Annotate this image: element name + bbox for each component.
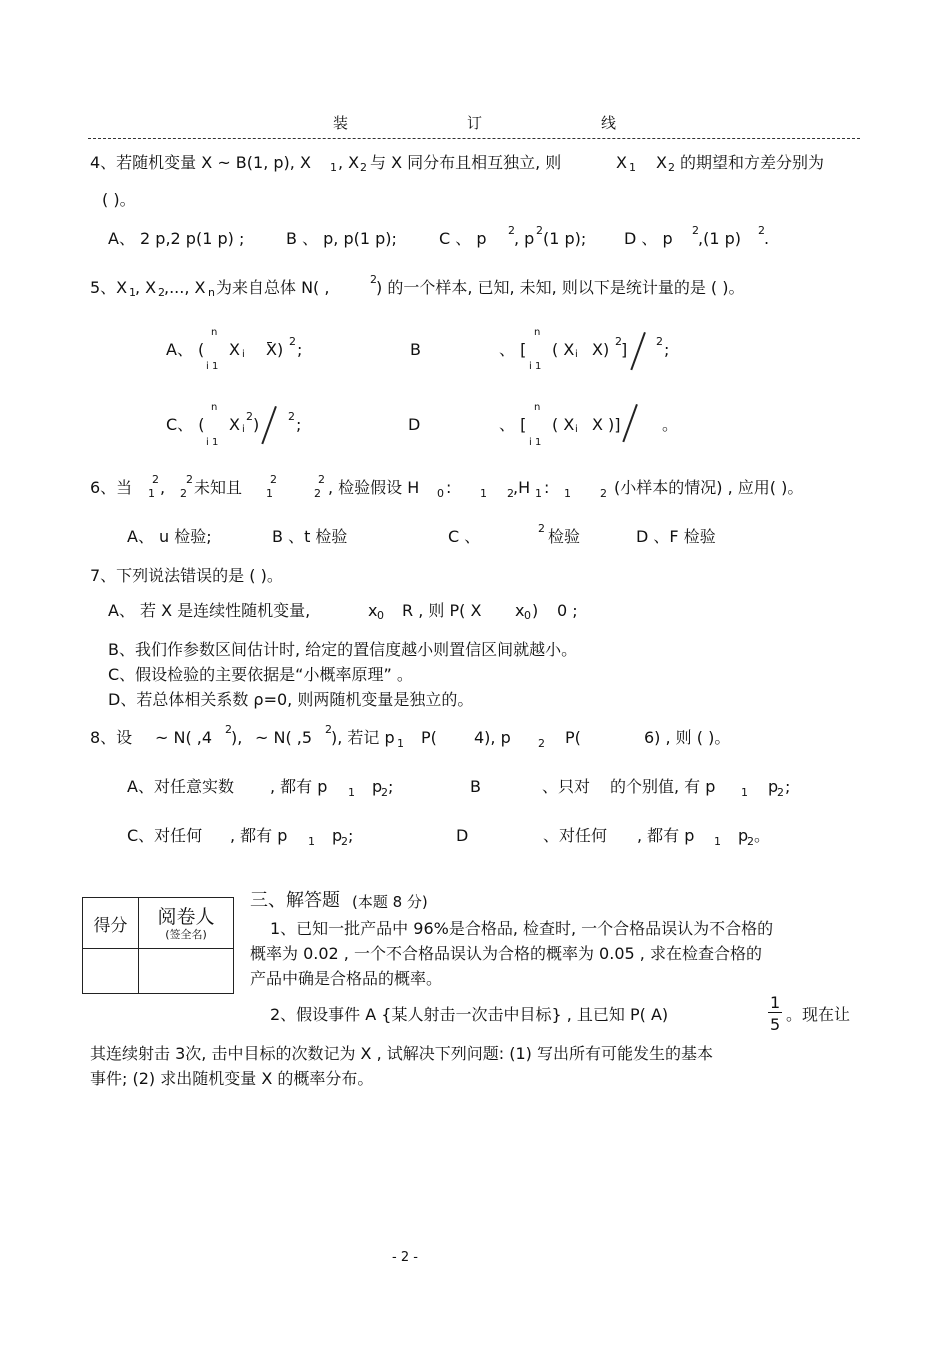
section-score-note: (本题 8 分) bbox=[352, 893, 428, 911]
q5-sup: 2 bbox=[656, 335, 663, 348]
q4-option-c3: (1 p); bbox=[543, 229, 587, 248]
q5-b-body: ( X bbox=[552, 340, 575, 359]
q6-option-c2: 检验 bbox=[548, 527, 581, 546]
q8-d3: , 都有 p bbox=[637, 826, 695, 845]
q4-option-d: D 、 p bbox=[624, 229, 673, 248]
reviewer-label-cell bbox=[139, 898, 234, 949]
fraction-denominator: 5 bbox=[770, 1015, 781, 1034]
q8-p1: P( bbox=[421, 728, 437, 747]
q8-n2b: ), 若记 p bbox=[331, 728, 395, 747]
q7-a-mid: R , 则 P( X bbox=[402, 601, 482, 620]
reviewer-label: 阅卷人 bbox=[157, 905, 215, 928]
q7-option-a: A、 若 X 是连续性随机变量, bbox=[108, 601, 311, 620]
division-slash bbox=[622, 404, 638, 442]
q8-d5: 。 bbox=[754, 826, 771, 845]
q6-sub: 2 bbox=[600, 487, 607, 500]
binding-char-1: 装 bbox=[333, 114, 349, 132]
q5-b-lb: 、 [ bbox=[499, 340, 527, 359]
fraction-numerator: 1 bbox=[770, 993, 781, 1012]
q8-sub: 2 bbox=[777, 786, 784, 799]
q5-sup: 2 bbox=[246, 410, 253, 423]
q5-d-lb: 、 [ bbox=[499, 415, 527, 434]
q8-sub: 1 bbox=[714, 835, 721, 848]
q8-sub: 2 bbox=[381, 786, 388, 799]
q7-a-close: ) bbox=[532, 601, 539, 620]
q6-h0-colon: : bbox=[446, 478, 452, 497]
q8-lead: 8、设 bbox=[90, 728, 133, 747]
q6-sup: 2 bbox=[538, 522, 545, 535]
q6-sub: 1 bbox=[480, 487, 487, 500]
binding-dashed-line bbox=[88, 138, 860, 139]
q8-c4: ; bbox=[348, 826, 354, 845]
q5-sup: 2 bbox=[288, 410, 295, 423]
q8-c2: , 都有 p bbox=[230, 826, 288, 845]
q8-b4: p bbox=[768, 777, 779, 796]
signature-note: (签全名) bbox=[165, 927, 207, 941]
score-label: 得分 bbox=[93, 915, 128, 936]
q6-sub: 2 bbox=[507, 487, 514, 500]
q6-tail: (小样本的情况) , 应用( )。 bbox=[614, 478, 804, 497]
q8-option-c: C、对任何 bbox=[127, 826, 203, 845]
q7-a-x: x bbox=[368, 601, 378, 620]
q7-option-d: D、若总体相关系数 ρ=0, 则两随机变量是独立的。 bbox=[108, 690, 474, 709]
q5-rest2: ) 的一个样本, 已知, 未知, 则以下是统计量的是 ( )。 bbox=[376, 278, 745, 297]
q6-sub: 1 bbox=[535, 487, 542, 500]
q7-a-x2: x bbox=[515, 601, 525, 620]
q5-sub-i: i bbox=[575, 349, 578, 360]
q5-c-tail: ; bbox=[296, 415, 302, 434]
sum-upper: n bbox=[211, 402, 218, 413]
q4-line1b: , X bbox=[338, 153, 360, 172]
q5-a-tail: ; bbox=[297, 340, 303, 359]
q6-sub: 1 bbox=[564, 487, 571, 500]
q5-a-x: X bbox=[229, 340, 240, 359]
q5-d-body: ( X bbox=[552, 415, 575, 434]
q8-b5: ; bbox=[785, 777, 791, 796]
q4-option-d2: ,(1 p) bbox=[698, 229, 741, 248]
q4-line1: 4、若随机变量 X ~ B(1, p), X bbox=[90, 153, 311, 172]
q6-option-b: B 、t 检验 bbox=[272, 527, 348, 546]
q8-a4: ; bbox=[388, 777, 394, 796]
q4-sub: 2 bbox=[360, 161, 367, 174]
q6-option-d: D 、F 检验 bbox=[636, 527, 716, 546]
q8-sub: 2 bbox=[341, 835, 348, 848]
q8-c3: p bbox=[332, 826, 343, 845]
q6-sup: 2 bbox=[152, 473, 159, 486]
q8-sub: 2 bbox=[538, 737, 545, 750]
q5-mid1: , X bbox=[135, 278, 157, 297]
problem-2-line-2: 其连续射击 3次, 击中目标的次数记为 X , 试解决下列问题: (1) 写出所有可能发生的基本 bbox=[90, 1044, 713, 1063]
q4-sup: 2 bbox=[536, 224, 543, 237]
q8-sup: 2 bbox=[225, 723, 232, 736]
q5-b-rb: ] bbox=[621, 340, 628, 359]
q4-option-c: C 、 p bbox=[439, 229, 487, 248]
q8-sup: 2 bbox=[325, 723, 332, 736]
q5-b-close: X) bbox=[592, 340, 610, 359]
q4-sup: 2 bbox=[692, 224, 699, 237]
q4-option-c2: , p bbox=[514, 229, 535, 248]
q8-d2: 、对任何 bbox=[543, 826, 608, 845]
q6-h1lead: ,H bbox=[513, 478, 531, 497]
division-slash bbox=[630, 332, 646, 370]
q5-sub-i: i bbox=[575, 424, 578, 435]
problem-1-line-2: 概率为 0.02 , 一个不合格品误认为合格的概率为 0.05 , 求在检查合格的 bbox=[250, 944, 762, 963]
q4-tail: 的期望和方差分别为 bbox=[680, 153, 825, 172]
q8-sub: 1 bbox=[348, 786, 355, 799]
sum-lower: i 1 bbox=[529, 437, 542, 448]
q4-line1c: 与 X 同分布且相互独立, 则 bbox=[370, 153, 562, 172]
q4-sub: 1 bbox=[629, 161, 636, 174]
q4-x1: X bbox=[616, 153, 627, 172]
sum-lower: i 1 bbox=[206, 437, 219, 448]
q5-d-tail: 。 bbox=[662, 415, 679, 434]
q8-option-b: B bbox=[470, 777, 481, 796]
q8-sub: 1 bbox=[397, 737, 404, 750]
q4-sup: 2 bbox=[758, 224, 765, 237]
q7-option-b: B、我们作参数区间估计时, 给定的置信度越小则置信区间就越小。 bbox=[108, 640, 578, 659]
sum-upper: n bbox=[534, 327, 541, 338]
q7-option-c: C、假设检验的主要依据是“小概率原理” 。 bbox=[108, 665, 413, 684]
reviewer-entry-cell[interactable] bbox=[139, 949, 234, 994]
q5-rest: 为来自总体 N( , bbox=[216, 278, 330, 297]
q6-option-a: A、 u 检验; bbox=[127, 527, 212, 546]
q4-x2: X bbox=[656, 153, 667, 172]
q8-sub: 1 bbox=[741, 786, 748, 799]
q7-sub: 0 bbox=[524, 609, 531, 622]
q4-paren: ( )。 bbox=[102, 190, 136, 209]
section-title: 三、解答题 bbox=[250, 890, 340, 911]
q5-sub: 2 bbox=[158, 286, 165, 299]
q8-option-d: D bbox=[456, 826, 469, 845]
q8-n1: ~ N( ,4 bbox=[155, 728, 213, 747]
q5-sup: 2 bbox=[615, 335, 622, 348]
q6-sub: 2 bbox=[314, 487, 321, 500]
sum-lower: i 1 bbox=[529, 361, 542, 372]
q8-a3: p bbox=[372, 777, 383, 796]
page-number: - 2 - bbox=[392, 1250, 418, 1265]
q5-d-close: X )] bbox=[592, 415, 621, 434]
q6-sub: 1 bbox=[266, 487, 273, 500]
problem-1-line-3: 产品中确是合格品的概率。 bbox=[250, 969, 443, 988]
q7-stem: 7、下列说法错误的是 ( )。 bbox=[90, 566, 283, 585]
binding-char-2: 订 bbox=[467, 114, 483, 132]
q8-d4: p bbox=[738, 826, 749, 845]
division-slash bbox=[261, 406, 277, 444]
q6-sup: 2 bbox=[318, 473, 325, 486]
q5-sub: n bbox=[208, 286, 215, 299]
q4-option-d3: . bbox=[764, 229, 770, 248]
q6-comma: , bbox=[160, 478, 166, 497]
score-entry-cell[interactable] bbox=[83, 949, 139, 994]
problem-2-line-1: 2、假设事件 A {某人射击一次击中目标} , 且已知 P( A) bbox=[270, 1005, 669, 1024]
q8-p2b: 6) , 则 ( )。 bbox=[644, 728, 731, 747]
q8-p1b: 4), p bbox=[474, 728, 511, 747]
q8-n2: ~ N( ,5 bbox=[255, 728, 313, 747]
q5-option-a: A、 ( bbox=[166, 340, 205, 359]
problem-2-line-1-tail: 。现在让 bbox=[786, 1005, 851, 1024]
q8-n1b: ), bbox=[231, 728, 243, 747]
grade-box bbox=[82, 897, 234, 994]
score-label-cell bbox=[83, 898, 139, 949]
q4-sub: 2 bbox=[668, 161, 675, 174]
problem-2-line-3: 事件; (2) 求出随机变量 X 的概率分布。 bbox=[90, 1069, 374, 1088]
q8-sub: 2 bbox=[747, 835, 754, 848]
fraction-bar bbox=[768, 1012, 782, 1013]
sum-lower: i 1 bbox=[206, 361, 219, 372]
q6-h1-colon: : bbox=[544, 478, 550, 497]
q5-option-b: B bbox=[410, 340, 421, 359]
q4-option-a: A、 2 p,2 p(1 p) ; bbox=[108, 229, 245, 248]
q5-option-c: C、 ( bbox=[166, 415, 205, 434]
q6-sub: 1 bbox=[148, 487, 155, 500]
q5-lead: 5、X bbox=[90, 278, 128, 297]
q6-mid: 未知且 bbox=[194, 478, 243, 497]
q5-sup: 2 bbox=[289, 335, 296, 348]
q4-option-b: B 、 p, p(1 p); bbox=[286, 229, 397, 248]
q5-sup: 2 bbox=[370, 273, 377, 286]
q6-hyp: , 检验假设 H bbox=[328, 478, 420, 497]
q6-sub: 0 bbox=[437, 487, 444, 500]
q6-sup: 2 bbox=[186, 473, 193, 486]
sum-upper: n bbox=[211, 327, 218, 338]
q6-option-c: C 、 bbox=[448, 527, 481, 546]
sum-upper: n bbox=[534, 402, 541, 413]
q5-option-d: D bbox=[408, 415, 421, 434]
binding-char-3: 线 bbox=[601, 114, 617, 132]
q6-sub: 2 bbox=[180, 487, 187, 500]
q6-sup: 2 bbox=[270, 473, 277, 486]
q5-sub: 1 bbox=[129, 286, 136, 299]
q7-a-tail: 0 ; bbox=[557, 601, 578, 620]
q8-sub: 1 bbox=[308, 835, 315, 848]
q5-sub-i: i bbox=[242, 349, 245, 360]
q8-option-a: A、对任意实数 bbox=[127, 777, 234, 796]
q8-b3: 的个别值, 有 p bbox=[610, 777, 716, 796]
problem-1-line-1: 1、已知一批产品中 96%是合格品, 检查时, 一个合格品误认为不合格的 bbox=[270, 919, 774, 938]
q4-sup: 2 bbox=[508, 224, 515, 237]
q6-lead: 6、当 bbox=[90, 478, 133, 497]
q5-a-close: X) bbox=[266, 340, 284, 359]
q5-sub-i: i bbox=[242, 424, 245, 435]
q7-sub: 0 bbox=[377, 609, 384, 622]
q8-p2: P( bbox=[565, 728, 581, 747]
q5-b-tail: ; bbox=[664, 340, 670, 359]
q8-b2: 、只对 bbox=[542, 777, 591, 796]
q5-mid2: ,..., X bbox=[164, 278, 206, 297]
q4-sub: 1 bbox=[330, 161, 337, 174]
q8-a2: , 都有 p bbox=[270, 777, 328, 796]
q5-c-x: X bbox=[229, 415, 240, 434]
q5-c-close: ) bbox=[253, 415, 260, 434]
